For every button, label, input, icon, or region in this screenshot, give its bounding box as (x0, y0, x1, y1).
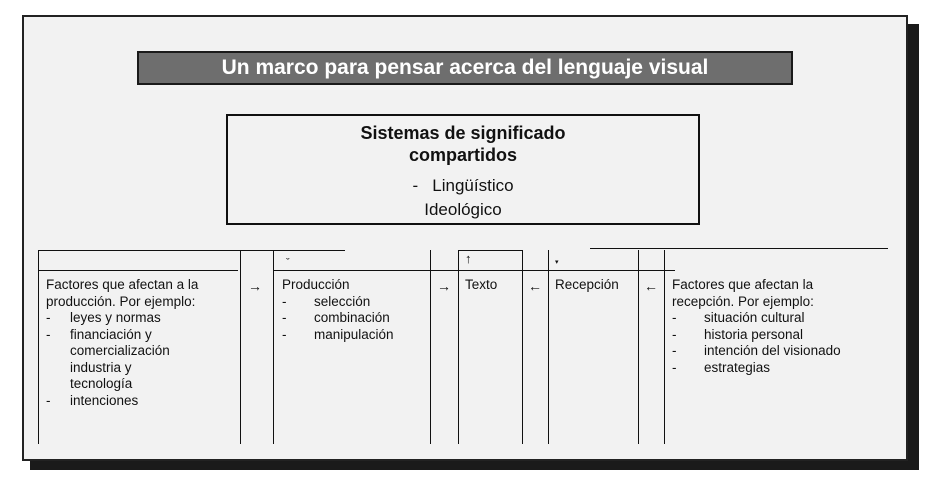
small-mark-reception: ▾ (555, 259, 559, 266)
shared-meaning-systems-box (226, 114, 700, 225)
list-item: - selección (282, 293, 371, 309)
up-arrow-text: ↑ (465, 251, 472, 266)
col-line-8 (638, 250, 639, 444)
list-item: - financiación y (46, 326, 152, 342)
production-cell (282, 277, 432, 343)
col-line-9 (664, 250, 665, 444)
systems-item-ideological: Ideológico (424, 200, 502, 219)
table-header-line-mid (273, 270, 675, 271)
list-item: tecnología (70, 376, 133, 391)
left-arrow-2: ← (644, 278, 658, 294)
col-line-3 (273, 250, 274, 444)
right-arrow-2: → (437, 278, 451, 294)
list-item: - intenciones (46, 392, 139, 408)
systems-box-top-gap (226, 112, 416, 114)
list-item: - intención del visionado (672, 343, 841, 358)
table-top-line-left (38, 250, 345, 251)
production-heading: Producción (282, 277, 350, 292)
col-line-6 (522, 250, 523, 444)
list-item: - estrategias (672, 359, 771, 375)
reception-heading: Recepción (555, 277, 619, 292)
table-top-line-right (590, 248, 888, 249)
list-item: - situación cultural (672, 310, 805, 325)
right-arrow-1: → (248, 278, 262, 294)
production-factors-heading-2: producción. Por ejemplo: (46, 293, 196, 309)
systems-heading-line1: Sistemas de significado (360, 123, 566, 143)
reception-factors-heading-1: Factores que afectan la (672, 277, 814, 292)
systems-heading (228, 122, 698, 166)
list-item: - leyes y normas (46, 310, 161, 325)
text-cell (465, 277, 497, 294)
reception-cell (555, 277, 619, 294)
down-caret-production: ˇ (286, 257, 290, 269)
diagram-title: Un marco para pensar acerca del lenguaje visual (137, 51, 793, 85)
reception-factors-heading-2: recepción. Por ejemplo: (672, 293, 814, 309)
systems-item-linguistic: - Lingüístico (412, 176, 514, 195)
col-line-7 (548, 250, 549, 444)
list-item: comercialización (70, 343, 170, 358)
production-factors-cell (46, 277, 242, 409)
reception-factors-cell (672, 277, 887, 376)
col-line-5 (458, 250, 459, 444)
list-item: - combinación (282, 310, 390, 325)
list-item: - historia personal (672, 326, 804, 342)
table-header-line-left (38, 270, 238, 271)
list-item: industria y (70, 359, 132, 375)
col-line-1 (38, 250, 39, 444)
left-arrow-1: ← (528, 278, 542, 294)
systems-heading-line2: compartidos (408, 145, 518, 165)
text-heading: Texto (465, 277, 498, 292)
production-factors-heading-1: Factores que afectan a la (46, 277, 199, 292)
list-item: - manipulación (282, 326, 394, 342)
dash: - (412, 176, 433, 195)
